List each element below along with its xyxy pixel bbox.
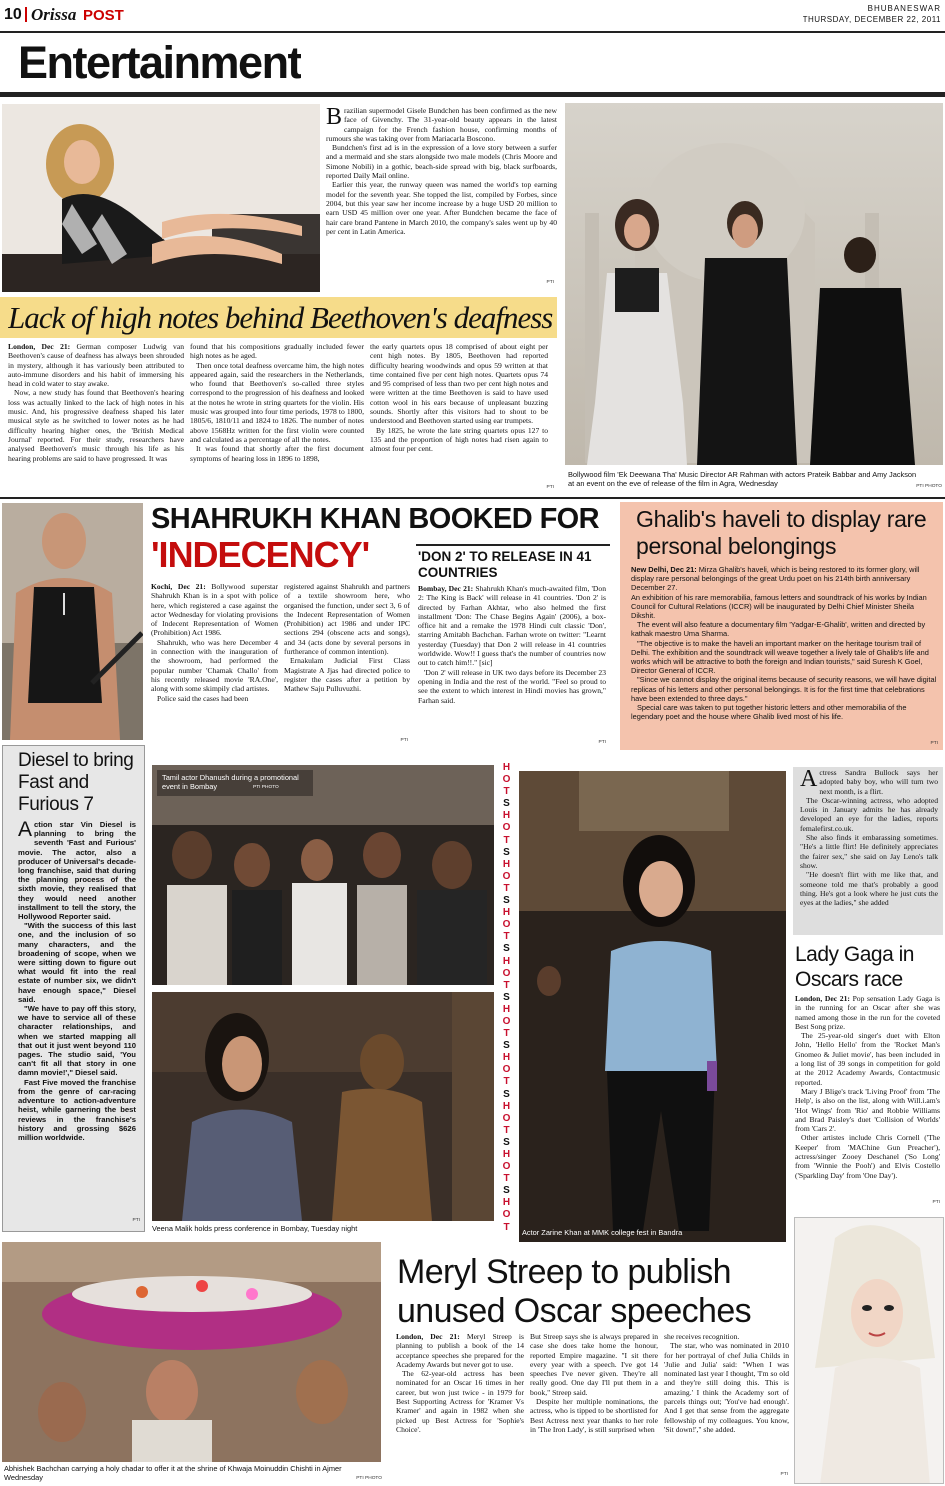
masthead-rule [0,31,945,33]
streep-headline: Meryl Streep to publish unused Oscar speeches [397,1253,752,1330]
agra-caption: Bollywood film 'Ek Deewana Tha' Music Director AR Rahman with actors Prateik Babbar and Amy Jackson at an event on the eve of release of the film in Agra, Wednesday [568,470,917,488]
abhishek-credit: PTI PHOTO [356,1476,382,1481]
beethoven-credit: PTI [546,485,554,490]
hot-shot-letter: T [503,1028,510,1040]
masthead [0,0,945,32]
ghalib-story [631,565,937,749]
page-number: 10 [4,6,22,23]
hot-shot-letter: O [502,774,511,786]
bundchen-credit: PTI [546,280,554,285]
don2-para-2: 'Don 2' will release in UK two days before its December 23 opening in India and the rest of the world. "Feel so proud to see the extent to which interest in Hindi movies has grown," Farhan said. [418,667,606,705]
beethoven-col-3 [370,342,548,494]
hot-shot-letter: H [502,762,511,773]
bundchen-illustration [2,104,320,292]
gaga-para-3: Mary J Blige's track 'Living Proof' from 'The Help', is also on the list, along with Will.i.am's 'Hot Wings' from 'Rio' and Robbie Williams and Brad Paisley's duet 'Collision of Worlds' from 'Cars 2'. [795,1086,940,1134]
shahrukh-col2-para-1: registered against Shahrukh and partners of a textile showroom here, who organised the function, under sect 3, 6 of the Indecent Representation of Women (Prohibition) act 1986 and under IPC sections 294 (obscene acts and songs), and 34 (acts done by several persons in furtherance of common intention). [284,582,410,657]
hot-shot-letter: H [502,858,511,870]
hot-shot-letter: T [503,979,510,991]
gaga-illustration [795,1218,944,1484]
streep-col2-para-2: Despite her multiple nominations, the actress, who is tipped to be shortlisted for Best Actress next year thanks to her role in 'The Iron Lady', is still surprised when [530,1397,658,1434]
hot-shot-letter: O [502,967,511,979]
hot-shot-letter: H [502,1100,511,1112]
hot-shot-letter: O [502,1161,511,1173]
hot-shot-letter: H [502,810,511,822]
ghalib-para-6: Special care was taken to put together historic letters and other memorabilia of the legendary poet and the house where Ghalib lived most of his life. [631,703,907,722]
ghalib-para-1: Mirza Ghalib's haveli, which is being restored to its former glory, will display rare personal belongings of the great Urdu poet on his 214th birth anniversary December 27. [631,565,920,593]
hot-shot-letter: O [502,1209,511,1221]
hot-shot-letter: T [503,1221,510,1233]
shahrukh-col1-para-3: Police said the cases had been [157,693,249,703]
hot-shot-letter: H [502,1003,511,1015]
gaga-para-2: The 25-year-old singer's duet with Elton John, 'Hello Hello' from the 'Rocket Man's Gnomeo & Juliet movie', has been included in a long list of 39 songs in competition for gold at the 2012 Academy Awards, Contactmusic reported. [795,1031,940,1087]
bullock-para-1: ctress Sandra Bullock says her adopted baby boy, who will turn two next month, is a flirt. [819,768,938,796]
dhanush-photo [152,765,494,985]
beethoven-col-1 [8,342,184,494]
streep-col3-para-1: she receives recognition. [664,1332,740,1341]
shahrukh-headline-1: SHAHRUKH KHAN BOOKED FOR [151,503,599,535]
veena-caption: Veena Malik holds press conference in Bombay, Tuesday night [152,1224,358,1233]
vin-dropcap: A [18,820,33,841]
streep-col-3 [664,1332,789,1480]
vin-story [18,820,136,1225]
agra-credit: PTI PHOTO [916,484,942,489]
hot-shot-letter: S [503,991,510,1003]
beethoven-col1-para-1: German composer Ludwig van Beethoven's cause of deafness has always been shrouded in mystery, although it has variously been attributed to auto-immune disorders and his habit of immersing his head in cold water to stay awake. [8,342,184,389]
ghalib-headline: Ghalib's haveli to display rare personal belongings [636,506,927,559]
hot-shot-letter: O [502,870,511,882]
don2-dateline: Bombay, Dec 21: [418,584,474,593]
paper-name-italic: Orissa [31,5,77,24]
streep-col3-para-2: The star, who was nominated in 2010 for her portrayal of chef Julia Childs in 'Julie and Julia' said: "When I was nominated last year I thought, 'I'm so old and they're still doing this. This is amazing.' I think the Academy sort of parcels things out; 'You've had enough'. And I get that sense from the aggregate fellowship of my colleagues. You know, 'Sit down!'," she added. [664,1341,789,1434]
gaga-dateline: London, Dec 21: [795,994,850,1003]
beethoven-headline: Lack of high notes behind Beethoven's deafness [8,300,553,335]
hot-shot-letter: H [502,1197,511,1209]
date: THURSDAY, DECEMBER 22, 2011 [802,15,941,24]
bullock-para-2: The Oscar-winning actress, who adopted Louis in January admits he has already developed an eye for the ladies, reports femalefirst.co.uk. [800,795,938,833]
hot-shot-letter: T [503,931,510,943]
bundchen-para-3: Earlier this year, the runway queen was named the world's top earning model for the seventh year. She topped the list, compiled by Forbes, since 2004, but this year saw her income increase by a huge USD 20 million to earn USD 45 million over one year. After Bundchen became the face of hair care brand Pantene in March 2010, the company's sales went up by 40 per cent in Latin America. [326,180,557,236]
hot-shot-letter: T [503,882,510,894]
dhanush-caption: Tamil actor Dhanush during a promotional event in Bombay [162,773,299,791]
streep-col1-para-1: Meryl Streep is planning to publish a book of the 14 acceptance speeches she prepared for the Academy Awards but never got to use. [396,1332,524,1369]
hot-shot-letter: S [503,1136,510,1148]
beethoven-col3-para-1: the early quartets opus 18 comprised of about eight per cent high notes. By 1805, Beethoven had reported difficulty hearing woodwinds and opus 59 written at that time contained five per cent high notes. Quartets opus 74 and 95 comprised of less than two per cent high notes and were written at the time Beethoven is said to have used cotton wool in his ears because of unpleasant buzzing sounds. Shortly after this visitors had to shout to be understood and Beethoven started using ear trumpets. [370,342,548,426]
gaga-credit: PTI [932,1200,940,1205]
bundchen-para-2: Bundchen's first ad is in the expression of a love story between a surfer and a mermaid and she stars alongside two male models (Chris Moore and Simone Nobili) in a gothic, beach-side spread with big, black surfboards, reported Daily Mail online. [326,143,557,181]
zarine-illustration [519,771,786,1242]
hot-shot-letter: S [503,798,510,810]
streep-col2-para-1: But Streep says she is always prepared in case she does take home the honour, reported Empire magazine. "I sit there every year with a speech. I've got 14 speeches I've never given. They're all really good. One day I'll put them in a book," Streep said. [530,1332,658,1397]
veena-photo [152,992,494,1221]
hot-shot-letter: T [503,786,510,798]
zarine-photo [519,771,786,1242]
hot-shot-letter: H [502,1052,511,1064]
city: BHUBANESWAR [867,4,941,13]
hot-shot-letter: T [503,834,510,846]
beethoven-col2-para-3: It was found that shortly after the first document symptoms of hearing loss in 1896 to 1898, [190,444,364,463]
abhishek-photo [2,1242,381,1462]
don2-headline: 'DON 2' TO RELEASE IN 41 COUNTRIES [418,549,592,580]
shahrukh-headline-2: 'INDECENCY' [151,534,370,575]
hot-shot-letter: S [503,1088,510,1100]
vin-para-3: "We have to pay off this story, we have to service all of these character relationships, and when we started mapping all that out it just went beyond 110 pages. The studio said, 'You can't fit all that story in one damn movie!'," Diesel said. [18,1004,136,1078]
ghalib-dateline: New Delhi, Dec 21: [631,565,697,574]
ghalib-credit: PTI [930,741,938,746]
vin-diesel-illustration [2,503,143,740]
paper-name-bold: POST [83,7,124,24]
abhishek-illustration [2,1242,381,1462]
hot-shot-letter: O [502,1064,511,1076]
bundchen-story [326,106,557,288]
don2-para-1: Shahrukh Khan's much-awaited film, 'Don 2: The King is Back' will release in 41 countries. 'Don 2' is directed by Farhan Akhtar, who also helmed the first installment 'Don: The Chase Begins Again' (2006), a box-office hit and a remake the 1978 Hindi cult classic 'Don', starring Amitabh Bachchan. Farhan wrote on twitter: "Learnt yesterday (Tuesday) that Don 2 will release in 41 countries worldwide. Wow!! I guess that's the number of countries now out to catch him!!." [sic] [418,584,606,668]
shahrukh-col1-para-1: Bollywood superstar Shahrukh Khan is in a spot with police here, which registered a case against the actor Wednesday for violating provisions of Indecent Representation of Women (Prohibition) Act 1986. [151,582,278,638]
hot-shot-strip [498,760,515,1235]
bundchen-photo [2,104,320,292]
beethoven-col2-para-2: Then once total deafness overcame him, the high notes appeared again, said the researchers in the Netherlands, who found that Beethoven's so-called three styles correspond to the progression of his deafness and looked at the notes he wrote in string quartets for the violin. His music was grouped into four time periods, 1978 to 1800, 1805/6, 1810/11 and 1824 to 1826. The number of notes above 1568Hz written for the first violin were counted and calculated as a percentage of all the notes. [190,360,364,444]
hot-shot-letter: S [503,895,510,907]
streep-col1-para-2: The 62-year-old actress has been nominated for an Oscar 16 times in her career, but won just twice - in 1979 for Best Supporting Actress for 'Kramer Vs Kramer' and again in 1982 when she picked up Best Actress for 'Sophie's Choice'. [396,1369,524,1434]
hot-shot-letter: O [502,1112,511,1124]
bullock-para-4: "He doesn't flirt with me like that, and someone told me that's probably a good thing. He's got a look where he just cuts the eyes at the ladies," she added [800,870,938,908]
hot-shot-letter: O [502,1015,511,1027]
hot-shot-letter: O [502,822,511,834]
abhishek-caption: Abhishek Bachchan carrying a holy chadar to offer it at the shrine of Khwaja Moinuddin Chishti in Ajmer Wednesday [4,1464,342,1482]
vin-headline: Diesel to bring Fast and Furious 7 [18,750,134,815]
ghalib-para-4: "The objective is to make the haveli an important marker on the heritage tourism trail of Delhi. The exhibition and the soundtrack will weave together a lively tale of Ghalib's life and works which will be attractive to both the foreign and Indian tourists," said Suresh K Goel, Director General of ICCR. [631,638,929,676]
shahrukh-credit: PTI [400,738,408,743]
ghalib-para-2: An exhibition of his rare memorabilia, famous letters and soundtrack of his works by Indian Council for Cultural Relations (ICCR) will be inaugurated by Delhi Chief Minister Sheila Dikshit. [631,592,927,621]
vin-para-1: ction star Vin Diesel is planning to bring the seventh 'Fast and Furious' movie. The actor, also a producer of Universal's decade-long franchise, said that during the planning process of the sixth movie, they realised that they would need another installment to tell the story, the Hollywood Reporter said. [18,820,136,922]
shahrukh-dateline: Kochi, Dec 21: [151,582,206,591]
beethoven-col3-para-2: By 1825, he wrote the late string quartets opus 127 to 135 and the proportion of high notes had risen again to almost four per cent. [370,425,548,454]
don2-top-rule [416,544,610,546]
bullock-para-3: She also finds it embarassing sometimes. "He's a little flirt! He definitely appreciates the fairer sex," she said on Jay Leno's talk show. [800,833,938,870]
shahrukh-col-1 [151,582,278,746]
vin-credit: PTI [132,1218,140,1223]
streep-dateline: London, Dec 21: [396,1332,460,1341]
vin-diesel-photo [2,503,143,740]
streep-col-1 [396,1332,524,1480]
bundchen-para-1: razilian supermodel Gisele Bundchen has been confirmed as the new face of Givenchy. The 31-year-old beauty appears in the latest campaign for the French fashion house, confirming months of rumours she was taking over from Mariacarla Boscono. [326,106,557,143]
row-divider-1 [0,497,945,499]
veena-illustration [152,992,494,1221]
gaga-story [795,994,940,1208]
hot-shot-letter: S [503,1040,510,1052]
section-rule [0,92,945,97]
beethoven-col-2 [190,342,364,494]
zarine-caption: Actor Zarine Khan at MMK college fest in Bandra [522,1228,683,1237]
beethoven-col1-para-2: Now, a new study has found that Beethoven's hearing loss was actually linked to the lack of high notes in his music. And, his progressive deafness shaped his later musical style as he switched to lower notes as he had difficulty hearing higher ones, the 'British Medical Journal' reported. For their study, researchers have analysed Beethoven's music through his life as his hearing problems are said to have progressed. It was [8,388,184,463]
hot-shot-letter: S [503,1185,510,1197]
hot-shot-letter: T [503,1124,510,1136]
dhanush-illustration [152,765,494,985]
ghalib-para-5: "Since we cannot display the original items because of security reasons, we will have digital replicas of his letters and other personal belongings. It is for the first time that celebrations have been extended to three days." [631,675,937,703]
gaga-headline: Lady Gaga in Oscars race [795,943,914,991]
hot-shot-letter: S [503,943,510,955]
streep-credit: PTI [780,1472,788,1477]
shahrukh-col1-para-2: Shahrukh, who was here December 4 in connection with the inauguration of the showroom, had performed the popular number 'Chamak Challo' from his recently released movie 'RA.One', along with some skimpily clad artistes. [151,637,278,694]
streep-col-2 [530,1332,658,1480]
don2-credit: PTI [598,740,606,745]
beethoven-dateline: London, Dec 21: [8,342,71,351]
hot-shot-letter: T [503,1076,510,1088]
don2-story [418,584,606,748]
shahrukh-col-2 [284,582,410,746]
section-title: Entertainment [18,38,302,88]
bullock-story [800,768,938,933]
ghalib-para-3: The event will also feature a documentary film 'Yadgar-E-Ghalib', written and directed by kathak maestro Uma Sharma. [631,620,926,639]
hot-shot-letter: T [503,1173,510,1185]
dhanush-credit: PTI PHOTO [253,785,279,790]
bundchen-dropcap: B [326,106,343,130]
vin-para-2: "With the success of this last one, and the inclusion of so many characters, and the broadening of scope, when we were sitting down to figure out what would fit into the real estate of number six, we didn't have enough space," Diesel said. [18,921,136,1004]
gaga-para-1: Pop sensation Lady Gaga is in the running for an Oscar after she was named among those in the run for the coveted Best Song prize. [795,994,940,1031]
beethoven-col2-para-1: found that his compositions gradually included fewer high notes as he aged. [190,342,364,361]
hot-shot-letter: O [502,919,511,931]
gaga-para-4: Other artistes include Chris Cornell ('The Keeper' from 'MAChine Gun Preacher'), actress/singer Zooey Deschanel ('So Long' from 'Winnie the Pooh') and Elvis Costello ('Sparkling Day' from 'One Day'). [795,1133,940,1180]
hot-shot-letters [498,762,515,1234]
hot-shot-letter: S [503,846,510,858]
hot-shot-letter: H [502,955,511,967]
hot-shot-letter: H [502,907,511,919]
vin-para-4: Fast Five moved the franchise from the genre of car-racing adventure to action-adventure heist, while garnering the best reviews in the franchise's history and grossing $626 million worldwide. [18,1077,136,1142]
agra-illustration [565,103,943,465]
shahrukh-col2-para-2: Ernakulam Judicial First Class Magistrate A Jjas had directed police to register the cases after a petition by Mathew Saju Pulluvuzhi. [284,656,410,694]
hot-shot-letter: H [502,1149,511,1160]
gaga-photo [794,1217,944,1484]
bullock-dropcap: A [800,768,818,792]
agra-photo [565,103,943,465]
